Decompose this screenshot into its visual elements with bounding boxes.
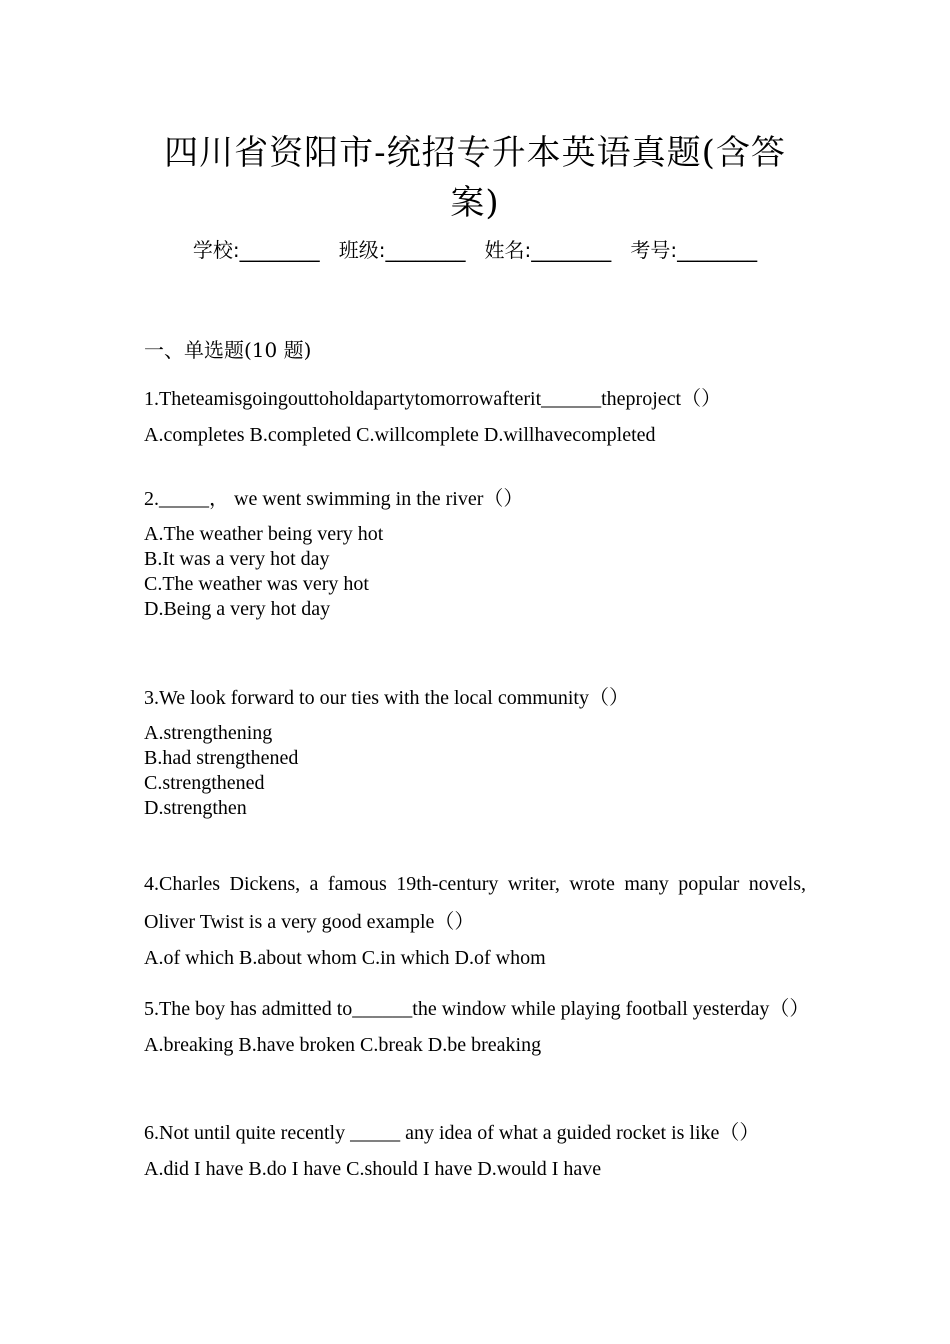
- student-info-line: [140, 236, 810, 264]
- option-b: B.had strengthened: [144, 747, 299, 769]
- question-options: A.breaking B.have broken C.break D.be breaking: [144, 1034, 542, 1056]
- question-2: [144, 480, 806, 622]
- question-stem: 2._____， we went swimming in the river（）: [144, 488, 524, 510]
- question-stem: 5.The boy has admitted to______the window while playing football yesterday（）: [144, 998, 810, 1020]
- question-stem: 3.We look forward to our ties with the local community（）: [144, 687, 629, 709]
- exam-number-field: 考号:________: [630, 238, 758, 262]
- option-a: A.The weather being very hot: [144, 523, 384, 545]
- section-heading: 一、单选题(10 题): [144, 338, 312, 362]
- option-c: C.The weather was very hot: [144, 573, 369, 595]
- question-options: A.did I have B.do I have C.should I have D.would I have: [144, 1158, 602, 1180]
- option-d: D.Being a very hot day: [144, 598, 331, 620]
- document-title: 四川省资阳市-统招专升本英语真题(含答案): [164, 133, 786, 223]
- question-stem: 1.Theteamisgoingouttoholdapartytomorrowafterit______theproject（）: [144, 388, 722, 410]
- option-d: D.strengthen: [144, 797, 247, 819]
- option-a: A.strengthening: [144, 722, 273, 744]
- question-stem: 4.Charles Dickens, a famous 19th-century writer, wrote many popular novels, Oliver Twist is a very good example（）: [144, 873, 806, 933]
- question-4: [144, 865, 806, 973]
- class-field: 班级:________: [338, 238, 466, 262]
- question-options: A.of which B.about whom C.in which D.of whom: [144, 947, 546, 969]
- question-6: [144, 1114, 806, 1184]
- school-field: 学校:________: [192, 238, 320, 262]
- option-c: C.strengthened: [144, 772, 265, 794]
- question-5: [144, 990, 810, 1060]
- question-1: [144, 380, 806, 450]
- question-options: [144, 721, 806, 821]
- question-stem: 6.Not until quite recently _____ any idea of what a guided rocket is like（）: [144, 1122, 760, 1144]
- option-b: B.It was a very hot day: [144, 548, 330, 570]
- question-options: A.completes B.completed C.willcomplete D.willhavecompleted: [144, 424, 656, 446]
- name-field: 姓名:________: [484, 238, 612, 262]
- question-3: [144, 679, 806, 821]
- question-options: [144, 522, 806, 622]
